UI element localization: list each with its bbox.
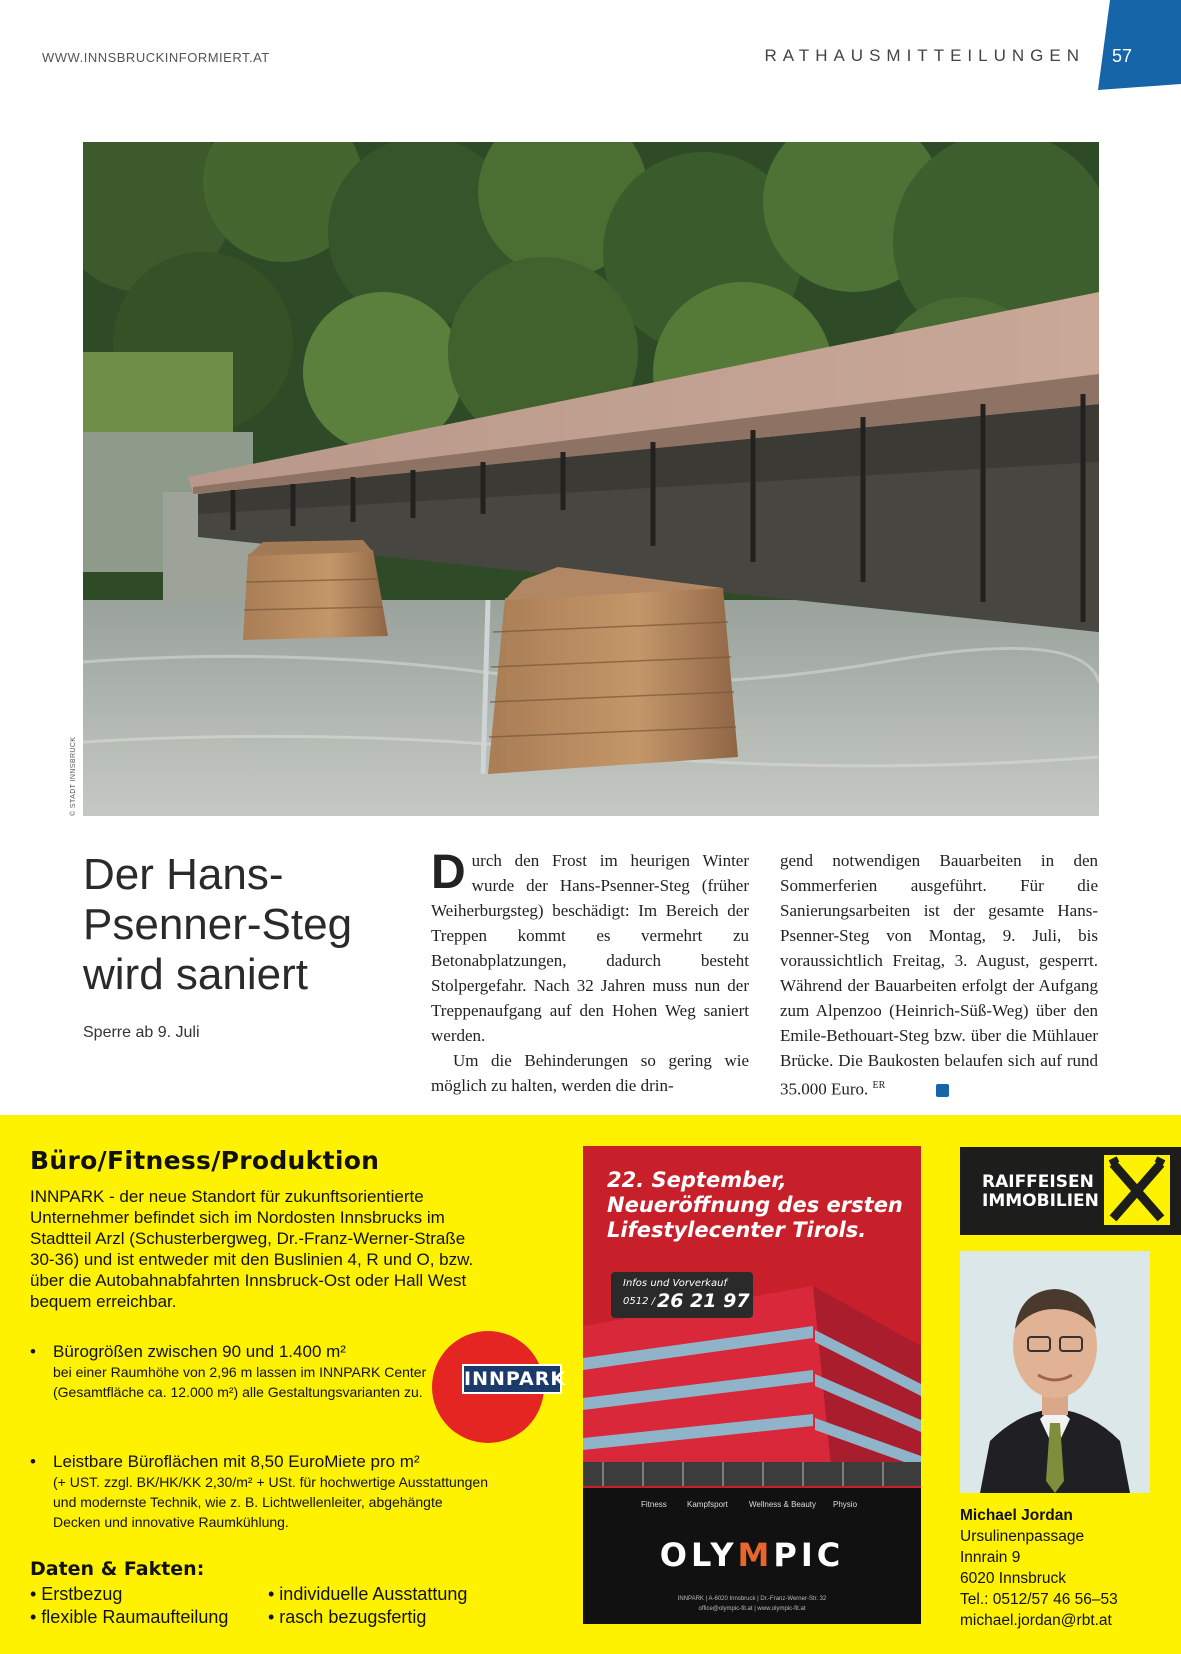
bullet-dot-icon: • [30,1342,36,1361]
innpark-ad-heading: Büro/Fitness/Produktion [30,1146,380,1175]
contact-block [960,1505,1118,1631]
olympic-logo [583,1536,921,1574]
bullet-2-sub: (+ UST. zzgl. BK/HK/KK 2,30/m² + USt. für hochwertige Ausstattungen und modernste Technik, wie z. B. Lichtwellenleiter, abgehängte Decken und innovative Raumkühlung. [53,1474,488,1530]
innpark-ad-intro: INNPARK - der neue Standort für zukunftsorientierte Unternehmer befindet sich im Nordosten Innsbrucks im Stadtteil Arzl (Schusterbergweg, Dr.-Franz-Werner-Straße 30-36) und ist entweder mit den Buslinien 4, R und O, bzw. über die Autobahnabfahrten Innsbruck-Ost oder Hall West bequem erreichbar. [30,1187,474,1311]
bridge-photo [83,142,1099,816]
facts-list-right [268,1583,467,1629]
contact-portrait [960,1251,1150,1493]
paragraph-1-text: urch den Frost im heurigen Winter wurde der Hans-Psenner-Steg (früher Weiherburgsteg) beschädigt: Im Bereich der Treppen kommt es vermehrt zu Betonabplatzungen, dadurch besteht Stolpergefahr. Nach 32 Jahren muss nun der Treppenaufgang auf den Hohen Weg saniert werden. [431,851,749,1045]
logo-line-1: RAIFFEISEN [982,1172,1094,1192]
article-column-2 [780,848,1098,1102]
facts-list-left [30,1583,228,1629]
bullet-1-main: Bürogrößen zwischen 90 und 1.400 m² [53,1342,346,1361]
article-paragraph-2: Um die Behinderungen so gering wie möglich zu halten, werden die drin- [431,1051,749,1095]
logo-line-2: IMMOBILIEN [982,1191,1099,1211]
innpark-logo: INNPARK [462,1364,562,1394]
column-2-text: gend notwendigen Bauarbeiten in den Sommerferien ausgeführt. Für die Sanierungsarbeiten ist der gesamte Hans-Psenner-Steg von Montag, 9. Juli, bis voraussichtlich Freitag, 3. August, gesperrt. Während der Bauarbeiten erfolgt der Aufgang zum Alpenzoo (Heinrich-Süß-Weg) über den Emile-Bethouart-Steg bzw. über die Mühlauer Brücke. Die Baukosten belaufen sich auf rund 35.000 Euro. [780,851,1098,1099]
olympic-footer [583,1594,921,1614]
innpark-bullet-2 [30,1452,490,1532]
contact-street: Ursulinenpassage [960,1528,1085,1545]
page-tab [1096,0,1181,90]
contact-name: Michael Jordan [960,1507,1073,1524]
page-number: 57 [1112,46,1133,66]
fact-item: • flexible Raumaufteilung [30,1607,229,1627]
logo-mid: M [737,1536,774,1574]
phone-number: 26 21 97 [657,1290,750,1312]
article-paragraph-1 [431,848,749,1048]
info-label: Infos und Vorverkauf [623,1278,727,1289]
olympic-info-box [611,1272,753,1318]
nav-item-physio: Physio [833,1500,858,1509]
fact-item: • individuelle Ausstattung [268,1584,468,1604]
end-mark-icon [936,1084,949,1097]
olympic-ad [583,1146,921,1624]
headline-line-1: Der Hans- [83,850,284,899]
headline-line-3: wird saniert [83,950,308,999]
footer-line-2: office@olympic-fit.at | www.olympic-fit.at [698,1606,806,1612]
headline-line-2: Psenner-Steg [83,900,353,949]
bullet-dot-icon: • [30,1452,36,1471]
logo-right: PIC [773,1536,845,1574]
bullet-2-main: Leistbare Büroflächen mit 8,50 EuroMiete pro m² [53,1452,420,1471]
innpark-bullet-1 [30,1342,470,1402]
contact-email[interactable]: michael.jordan@rbt.at [960,1612,1112,1629]
contact-phone: Tel.: 0512/57 46 56–53 [960,1591,1118,1608]
article-subline: Sperre ab 9. Juli [83,1024,200,1041]
nav-item-wellness: Wellness & Beauty [749,1500,816,1509]
raiffeisen-emblem-icon [1104,1155,1170,1225]
contact-city: 6020 Innsbruck [960,1570,1066,1587]
logo-left: OLY [659,1536,738,1574]
footer-line-1: INNPARK | A-6020 Innsbruck | Dr.-Franz-Werner-Str. 32 [677,1596,827,1602]
drop-cap: D [431,846,466,899]
contact-address: Innrain 9 [960,1549,1021,1566]
bullet-1-sub: bei einer Raumhöhe von 2,96 m lassen im INNPARK Center (Gesamtfläche ca. 12.000 m²) alle Gestaltungsvarianten zu. [53,1364,427,1400]
fact-item: • rasch bezugsfertig [268,1607,427,1627]
facts-title: Daten & Fakten: [30,1558,205,1580]
article-headline [83,850,413,1000]
nav-item-fitness: Fitness [641,1500,667,1509]
olympic-ad-footer-panel [583,1488,921,1624]
author-initials: ER [872,1080,886,1091]
nav-item-kampfsport: Kampfsport [687,1500,728,1509]
section-title: RATHAUSMITTEILUNGEN [764,46,1085,65]
article-column-1 [431,848,749,1098]
olympic-ad-headline: 22. September, Neueröffnung des ersten Lifestylecenter Tirols. [607,1168,903,1242]
photo-credit: © STADT INNSBRUCK [70,736,77,816]
raiffeisen-logo-text [982,1173,1099,1211]
phone-prefix: 0512 / [623,1296,655,1307]
fact-item: • Erstbezug [30,1584,123,1604]
site-url: WWW.INNSBRUCKINFORMIERT.AT [42,50,270,65]
raiffeisen-logo [960,1147,1181,1235]
